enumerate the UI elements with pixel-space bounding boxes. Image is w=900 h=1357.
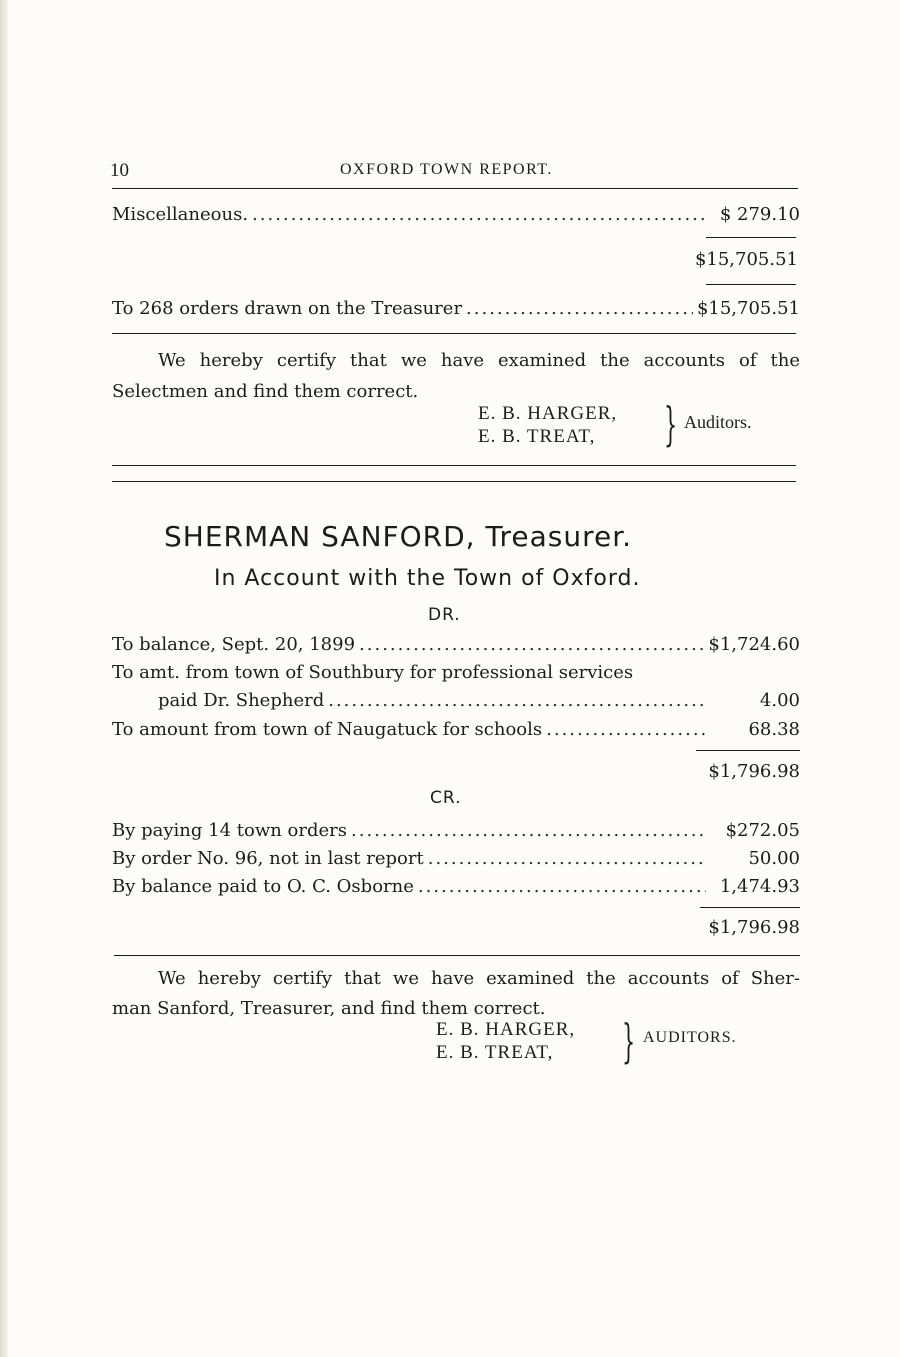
cr-total: $1,796.98 [708, 917, 800, 938]
misc-row [112, 204, 800, 225]
treasurer-title: SHERMAN SANFORD, Treasurer. [164, 520, 633, 553]
treasurer-certification [112, 964, 800, 1024]
page-number: 10 [110, 160, 129, 181]
dr-total: $1,796.98 [708, 761, 800, 782]
section-rule [114, 955, 800, 956]
cr-item-label: By balance paid to O. C. Osborne [112, 876, 414, 897]
dr-total-rule [696, 750, 800, 751]
leader-dots [428, 848, 706, 869]
dr-item-amount: 4.00 [759, 690, 800, 711]
selectmen-certification [112, 345, 800, 407]
leader-dots [328, 690, 706, 711]
auditors-label: AUDITORS. [643, 1029, 737, 1046]
leader-dots [351, 820, 706, 841]
orders-label: To 268 orders drawn on the Treasurer [112, 298, 463, 319]
cr-item [112, 820, 800, 841]
leader-dots [252, 204, 706, 225]
auditors-label: Auditors. [684, 412, 752, 432]
cr-item-amount: 1,474.93 [719, 876, 800, 897]
double-rule-bottom [112, 481, 796, 482]
orders-row [112, 298, 800, 319]
dr-item [112, 634, 800, 655]
double-rule-top [112, 465, 796, 466]
section-rule [112, 333, 796, 334]
dr-item [158, 690, 800, 711]
dr-item-label: paid Dr. Shepherd [158, 690, 325, 711]
cr-item-label: By paying 14 town orders [112, 820, 348, 841]
cr-item [112, 848, 800, 869]
auditor-1: E. B. HARGER, [478, 403, 618, 424]
cr-item-label: By order No. 96, not in last report [112, 848, 424, 869]
dr-item-label: To balance, Sept. 20, 1899 [112, 634, 356, 655]
subtotal-rule [706, 237, 796, 238]
treasurer-subtitle: In Account with the Town of Oxford. [214, 566, 641, 591]
misc-amount: $ 279.10 [719, 204, 800, 225]
auditor-2: E. B. TREAT, [436, 1042, 554, 1063]
subtotal-rule-2 [706, 284, 796, 285]
dr-item-amount: $1,724.60 [708, 634, 800, 655]
leader-dots [359, 634, 704, 655]
leader-dots [546, 719, 706, 740]
cr-item [112, 876, 800, 897]
running-title: OXFORD TOWN REPORT. [340, 161, 553, 178]
orders-amount: $15,705.51 [696, 298, 800, 319]
auditor-1: E. B. HARGER, [436, 1019, 576, 1040]
certify-line-1: We hereby certify that we have examined the accounts of Sher- [158, 968, 800, 989]
page-binding-edge [0, 0, 8, 1357]
auditor-names [478, 402, 617, 448]
dr-item [112, 719, 800, 740]
leader-dots [418, 876, 706, 897]
dr-item [112, 662, 633, 683]
leader-dots [466, 298, 693, 319]
brace-icon: } [664, 397, 678, 451]
auditor-2: E. B. TREAT, [478, 426, 596, 447]
cr-item-amount: 50.00 [748, 848, 800, 869]
brace-icon: } [622, 1014, 636, 1068]
dr-item-amount: 68.38 [748, 719, 800, 740]
certify-line-1: We hereby certify that we have examined the accounts of the [158, 350, 800, 371]
cr-heading: CR. [430, 788, 462, 808]
header-rule [112, 188, 798, 189]
certify-line-2: man Sanford, Treasurer, and find them correct. [112, 998, 546, 1019]
certify-line-2: Selectmen and find them correct. [112, 381, 419, 402]
cr-item-amount: $272.05 [725, 820, 800, 841]
cr-total-rule [700, 907, 800, 908]
selectmen-subtotal: $15,705.51 [694, 249, 798, 270]
dr-heading: DR. [428, 605, 461, 625]
dr-item-label: To amount from town of Naugatuck for schools [112, 719, 543, 740]
dr-item-label: To amt. from town of Southbury for professional services [112, 662, 634, 683]
misc-label: Miscellaneous. [112, 204, 249, 225]
auditor-names [436, 1018, 575, 1064]
